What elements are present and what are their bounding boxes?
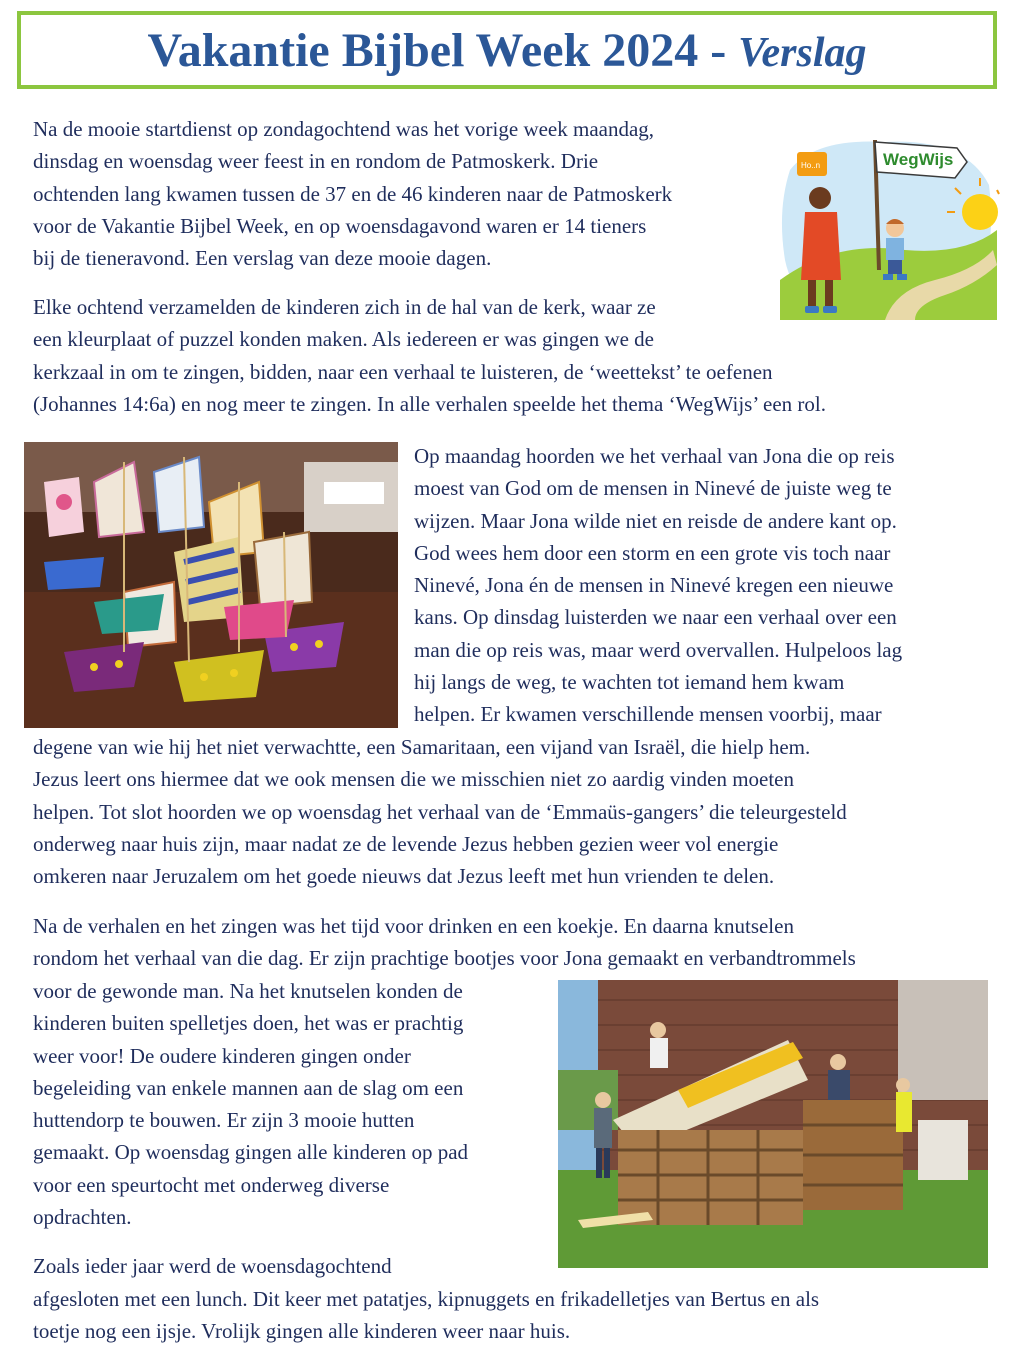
wegwijs-sign-text: WegWijs — [883, 150, 954, 169]
paragraph-crafts-cont: voor de gewonde man. Na het knutselen konden de kinderen buiten spelletjes doen, het was er prachtig weer voor! De oudere kinderen gingen onder begeleiding van enkele mannen aan de slag om een huttendorp te bouwen. Er zijn 3 mooie hutten gemaakt. Op woensdag gingen alle kinderen op pad voor een speurtocht met onderweg diverse opdrachten. — [33, 979, 469, 1230]
paragraph-morning-start: Elke ochtend verzamelden de kinderen zich in de hal van de kerk, waar ze een kleurplaat of puzzel konden maken. Als iedereen er was gingen we de — [33, 295, 656, 352]
title-main: Vakantie Bijbel Week 2024 - — [147, 24, 739, 77]
wegwijs-logo — [775, 130, 1000, 330]
page-title — [21, 15, 993, 89]
paragraph-morning-cont: kerkzaal in om te zingen, bidden, naar een verhaal te luisteren, de ‘weettekst’ te oefenen (Johannes 14:6a) en nog meer te zingen. In alle verhalen speelde het thema ‘WegWijs’ een rol. — [33, 360, 827, 417]
title-box — [17, 11, 997, 89]
paragraph-intro: Na de mooie startdienst op zondagochtend was het vorige week maandag, dinsdag en woensdag weer feest in en rondom de Patmoskerk. Drie ochtenden lang kwamen tussen de 37 en de 46 kinderen naar de Patmoskerk voor de Vakantie Bijbel Week, en op woensdagavond waren er 14 tieners bij de tieneravond. Een verslag van deze mooie dagen. — [33, 117, 673, 271]
paragraph-stories-cont: degene van wie hij het niet verwachtte, een Samaritaan, een vijand van Israël, die hielp hem. Jezus leert ons hiermee dat we ook mensen die we misschien niet zo aardig vinden moeten helpen. Tot slot hoorden we op woensdag het verhaal van de ‘Emmaüs-gangers’ die teleurgesteld onderweg naar huis zijn, maar nadat ze de levende Jezus hebben gezien weer vol energie omkeren naar Jeruzalem om het goede nieuws dat Jezus leeft met hun vrienden te delen. — [33, 735, 847, 889]
photo-craft-boats — [24, 442, 398, 728]
paragraph-stories-start: Op maandag hoorden we het verhaal van Jona die op reis moest van God om de mensen in Ninevé de juiste weg te wijzen. Maar Jona wilde niet en reisde de andere kant op. God wees hem door een storm en een grote vis toch naar Ninevé, Jona én de mensen in Ninevé kregen een nieuwe kans. Op dinsdag luisterden we naar een verhaal over een man die op reis was, maar werd overvallen. Hulpeloos lag hij langs de weg, te wachten tot iemand hem kwam helpen. Er kwamen verschillende mensen voorbij, maar — [414, 444, 903, 727]
title-sub: Verslag — [738, 30, 867, 76]
paragraph-lunch-start: Zoals ieder jaar werd de woensdagochtend — [33, 1254, 392, 1278]
photo-hut-building — [558, 980, 988, 1268]
paragraph-lunch-cont: afgesloten met een lunch. Dit keer met patatjes, kipnuggets en frikadelletjes van Bertus en als toetje nog een ijsje. Vrolijk gingen alle kinderen weer naar huis. — [33, 1287, 820, 1344]
small-sign-text: Ho..n — [801, 161, 821, 170]
paragraph-crafts-start: Na de verhalen en het zingen was het tijd voor drinken en een koekje. En daarna knutselen rondom het verhaal van die dag. Er zijn prachtige bootjes voor Jona gemaakt en verbandtrommels — [33, 914, 856, 971]
